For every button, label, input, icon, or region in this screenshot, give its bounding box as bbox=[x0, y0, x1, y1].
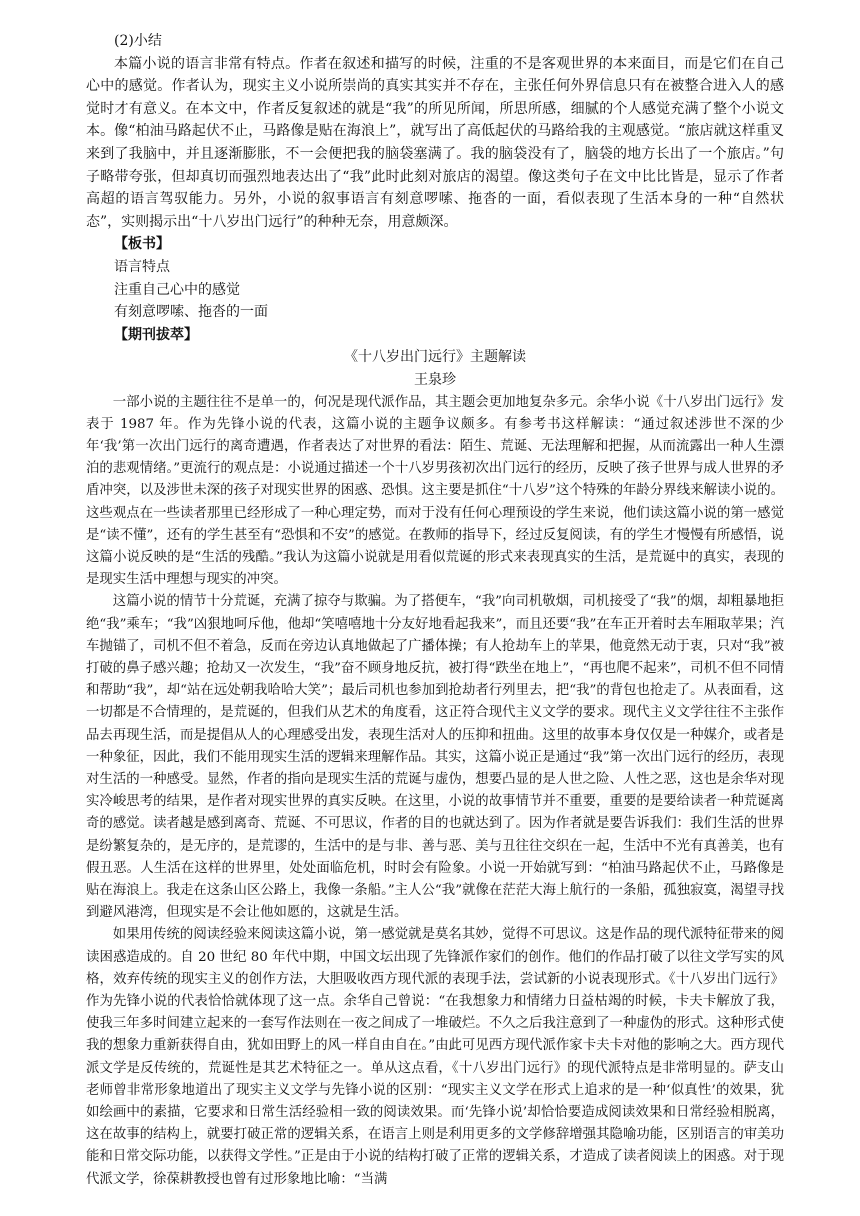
summary-paragraph: 本篇小说的语言非常有特点。作者在叙述和描写的时候，注重的不是客观世界的本来面目，而是它们在自己心中的感觉。作者认为，现实主义小说所崇尚的真实其实并不存在，主张任何外界信息只有在被整合进入人的感觉时才有意义。在本文中，作者反复叙述的就是“我”的所见所闻，所思所感，细腻的个人感觉充满了整个小说文本。像“柏油马路起伏不止，马路像是贴在海浪上”，就写出了高低起伏的马路给我的主观感觉。“旅店就这样重叉来到了我脑中，并且逐渐膨胀，不一会便把我的脑袋塞满了。我的脑袋没有了，脑袋的地方长出了一个旅店。”句子略带夸张，但却真切而强烈地表达出了“我”此时此刻对旅店的渴望。像这类句子在文中比比皆是，显示了作者高超的语言驾驭能力。另外，小说的叙事语言有刻意啰嗦、拖沓的一面，看似表现了生活本身的一种“自然状态”，实则揭示出“十八岁出门远行”的种种无奈，用意颇深。 bbox=[86, 55, 785, 230]
article-paragraph: 这篇小说的情节十分荒诞，充满了掠夺与欺骗。为了搭便车，“我”向司机敬烟，司机接受了“我”的烟，却粗暴地拒绝“我”乘车；“我”凶狠地呵斥他，他却“笑嘻嘻地十分友好地看起我来”，而且还要“我”在车正开着时去车厢取苹果；汽车抛锚了，司机不但不着急，反而在旁边认真地做起了广播体操；有人抢劫车上的苹果，他竟然无动于衷，只对“我”被打破的鼻子感兴趣；抢劫又一次发生，“我”奋不顾身地反抗，被打得“跌坐在地上”，“再也爬不起来”，司机不但不同情和帮助“我”，却“站在远处朝我哈哈大笑”；最后司机也参加到抢劫者行列里去，把“我”的背包也抢走了。从表面看，这一切都是不合情理的，是荒诞的，但我们从艺术的角度看，这正符合现代主义文学的要求。现代主义文学往往不主张作品去再现生活，而是提倡从人的心理感受出发，表现生活对人的压抑和扭曲。这里的故事本身仅仅是一种媒介，或者是一种象征，因此，我们不能用现实生活的逻辑来理解作品。其实，这篇小说正是通过“我”第一次出门远行的经历，表现对生活的一种感受。显然，作者的指向是现实生活的荒诞与虚伪，想要凸显的是人世之险、人性之恶，这也是余华对现实冷峻思考的结果，是作者对现实世界的真实反映。在这里，小说的故事情节并不重要，重要的是要给读者一种荒诞离奇的感觉。读者越是感到离奇、荒诞、不可思议，作者的目的也就达到了。因为作者就是要告诉我们：我们生活的世界是纷繁复杂的，是无序的，是荒谬的，生活中的是与非、善与恶、美与丑往往交织在一起，生活中不光有真善美，也有假丑恶。人生活在这样的世界里，处处面临危机，时时会有险象。小说一开始就写到：“柏油马路起伏不止，马路像是贴在海浪上。我走在这条山区公路上，我像一条船。”主人公“我”就像在茫茫大海上航行的一条船，孤独寂寞，渴望寻找到避风港湾，但现实是不会让他如愿的，这就是生活。 bbox=[86, 594, 784, 921]
section-heading: (2)小结 bbox=[114, 33, 162, 49]
article-author: 王泉珍 bbox=[414, 371, 456, 388]
article-title: 《十八岁出门远行》主题解读 bbox=[344, 349, 526, 366]
board-item: 注重自己心中的感觉 bbox=[114, 281, 240, 298]
board-heading: 【板书】 bbox=[114, 236, 170, 253]
document-page bbox=[86, 30, 784, 1191]
board-item: 语言特点 bbox=[114, 258, 170, 275]
excerpt-heading: 【期刊拔萃】 bbox=[114, 326, 198, 343]
board-item: 有刻意啰嗦、拖沓的一面 bbox=[114, 304, 268, 321]
article-paragraph: 一部小说的主题往往不是单一的，何况是现代派作品，其主题会更加地复杂多元。余华小说《十八岁出门远行》发表于 1987 年。作为先锋小说的代表，这篇小说的主题争议颇多。有参考书这样解读：“通过叙述涉世不深的少年‘我’第一次出门远行的离奇遭遇，作者表达了对世界的看法：陌生、荒诞、无法理解和把握，从而流露出一种人生漂泊的悲观情绪。”更流行的观点是：小说通过描述一个十八岁男孩初次出门远行的经历，反映了孩子世界与成人世界的矛盾冲突，以及涉世未深的孩子对现实世界的困惑、恐惧。这主要是抓住“十八岁”这个特殊的年龄分界线来解读小说的。这些观点在一些读者那里已经形成了一种心理定势，而对于没有任何心理预设的学生来说，他们读这篇小说的第一感觉是“读不懂”，还有的学生甚至有“恐惧和不安”的感觉。在教师的指导下，经过反复阅读，有的学生才慢慢有所感悟，说这篇小说反映的是“生活的残酷。”我认为这篇小说就是用看似荒诞的形式来表现真实的生活，是荒诞中的真实，表现的是现实生活中理想与现实的冲突。 bbox=[86, 394, 784, 588]
article-paragraph: 如果用传统的阅读经验来阅读这篇小说，第一感觉就是莫名其妙，觉得不可思议。这是作品的现代派特征带来的阅读困惑造成的。自 20 世纪 80 年代中期，中国文坛出现了先锋派作家们的创作。他们的作品打破了以往文学写实的风格，效弃传统的现实主义的创作方法，大胆吸收西方现代派的表现手法，尝试新的小说表现形式。《十八岁出门远行》作为先锋小说的代表恰恰就体现了这一点。余华自己曾说：“在我想象力和情绪力日益枯竭的时候，卡夫卡解放了我，使我三年多时间建立起来的一套写作法则在一夜之间成了一堆破烂。不久之后我注意到了一种虚伪的形式。这种形式使我的想象力重新获得自由，犹如田野上的风一样自由自在。”由此可见西方现代派作家卡夫卡对他的影响之大。西方现代派文学是反传统的，荒诞性是其艺术特征之一。单从这点看，《十八岁出门远行》的现代派特点是非常明显的。萨支山老师曾非常形象地道出了现实主义文学与先锋小说的区别：“现实主义文学在形式上追求的是一种‘似真性’的效果，犹如绘画中的素描，它要求和日常生活经验相一致的阅读效果。而‘先锋小说’却恰恰要造成阅读效果和日常经验相脱离，这在故事的结构上，就要打破正常的逻辑关系，在语言上则是利用更多的文学修辞增强其隐喻功能，区别语言的审美功能和日常交际功能，以获得文学性。”正是由于小说的结构打破了正常的逻辑关系，才造成了读者阅读上的困惑。对于现代派文学，徐葆耕教授也曾有过形象地比喻：“当满 bbox=[86, 927, 784, 1187]
